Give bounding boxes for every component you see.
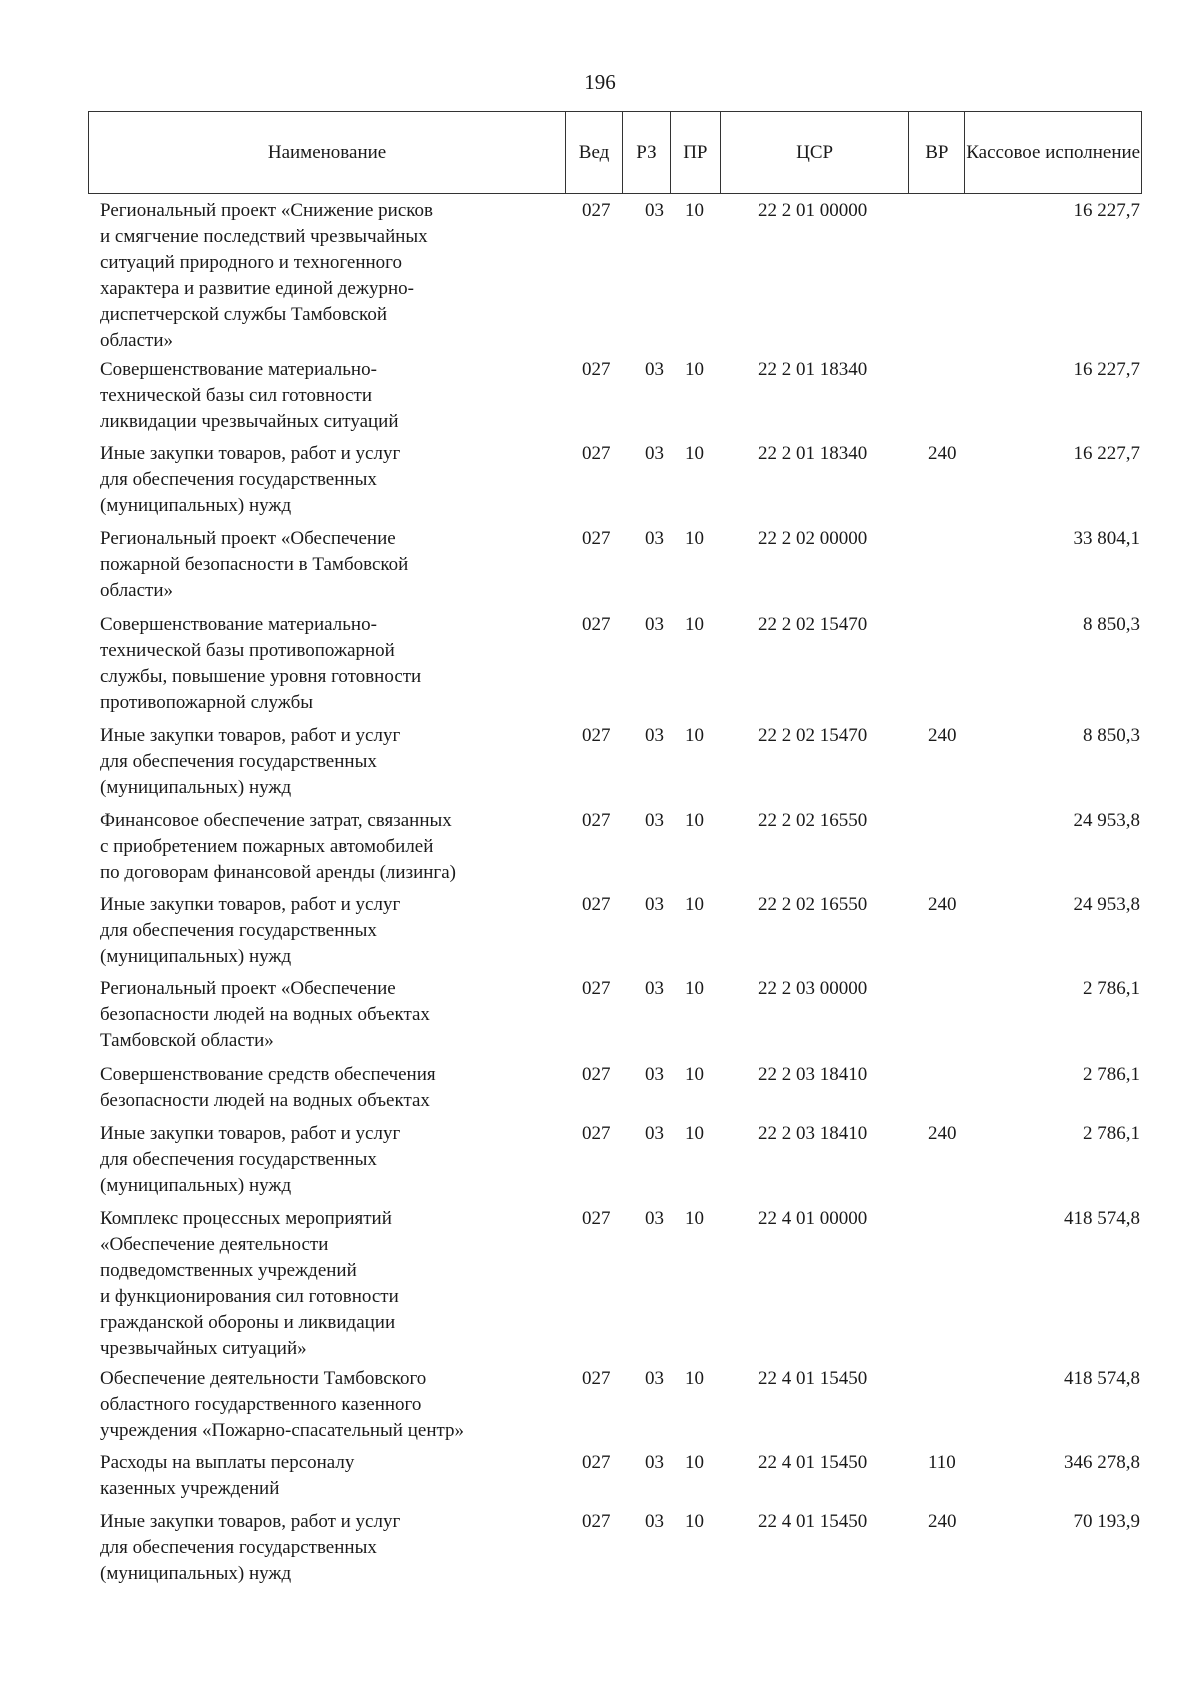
row-pr: 10 [685,359,704,380]
row-name: Комплекс процессных мероприятий «Обеспечение деятельности подведомственных учреждений и функционирования сил готовности гражданской обороны и ликвидации чрезвычайных ситуаций» [100,1208,399,1359]
row-name: Финансовое обеспечение затрат, связанных с приобретением пожарных автомобилей по договорам финансовой аренды (лизинга) [100,810,456,883]
row-pr: 10 [685,1511,704,1532]
row-pr: 10 [685,1368,704,1389]
row-ved: 027 [582,443,611,464]
page-number: 196 [584,70,616,94]
header-vr: ВР [909,112,965,193]
row-sum: 8 850,3 [1083,614,1140,635]
row-rz: 03 [645,894,664,915]
row-name: Региональный проект «Снижение рисков и смягчение последствий чрезвычайных ситуаций природного и техногенного характера и развитие единой дежурно- диспетчерской службы Тамбовской области» [100,200,434,351]
row-csr: 22 2 01 00000 [758,200,868,221]
row-rz: 03 [645,810,664,831]
row-sum: 16 227,7 [1073,359,1140,380]
row-csr: 22 4 01 15450 [758,1368,868,1389]
row-sum: 70 193,9 [1073,1511,1140,1532]
row-name: Иные закупки товаров, работ и услуг для обеспечения государственных (муниципальных) нужд [100,894,401,967]
row-name: Иные закупки товаров, работ и услуг для обеспечения государственных (муниципальных) нужд [100,1123,401,1196]
row-name: Иные закупки товаров, работ и услуг для обеспечения государственных (муниципальных) нужд [100,1511,401,1584]
row-sum: 2 786,1 [1083,978,1140,999]
row-csr: 22 4 01 15450 [758,1452,868,1473]
row-sum: 16 227,7 [1073,200,1140,221]
row-rz: 03 [645,1452,664,1473]
row-rz: 03 [645,1511,664,1532]
row-csr: 22 2 03 18410 [758,1123,868,1144]
row-vr: 240 [928,1123,957,1144]
row-ved: 027 [582,978,611,999]
row-ved: 027 [582,1064,611,1085]
row-ved: 027 [582,614,611,635]
row-rz: 03 [645,200,664,221]
row-rz: 03 [645,1368,664,1389]
row-csr: 22 2 02 16550 [758,894,868,915]
row-vr: 240 [928,725,957,746]
row-pr: 10 [685,443,704,464]
row-csr: 22 2 01 18340 [758,359,868,380]
row-name: Региональный проект «Обеспечение безопасности людей на водных объектах Тамбовской области» [100,978,430,1051]
row-pr: 10 [685,725,704,746]
row-pr: 10 [685,614,704,635]
row-csr: 22 4 01 00000 [758,1208,868,1229]
row-pr: 10 [685,810,704,831]
row-name: Обеспечение деятельности Тамбовского областного государственного казенного учреждения «Пожарно-спасательный центр» [100,1368,465,1441]
row-rz: 03 [645,359,664,380]
row-sum: 346 278,8 [1064,1452,1140,1473]
row-name: Расходы на выплаты персоналу казенных учреждений [100,1452,355,1499]
row-rz: 03 [645,528,664,549]
row-pr: 10 [685,978,704,999]
row-name: Региональный проект «Обеспечение пожарной безопасности в Тамбовской области» [100,528,409,601]
header-pr: ПР [671,112,721,193]
row-csr: 22 2 01 18340 [758,443,868,464]
row-sum: 16 227,7 [1073,443,1140,464]
row-ved: 027 [582,1452,611,1473]
row-vr: 110 [928,1452,956,1473]
row-sum: 33 804,1 [1073,528,1140,549]
row-name: Совершенствование средств обеспечения безопасности людей на водных объектах [100,1064,436,1111]
header-sum: Кассовое исполнение [966,141,1141,163]
row-csr: 22 2 03 18410 [758,1064,868,1085]
row-ved: 027 [582,1368,611,1389]
row-vr: 240 [928,894,957,915]
row-ved: 027 [582,810,611,831]
row-rz: 03 [645,1208,664,1229]
row-pr: 10 [685,1452,704,1473]
row-sum: 418 574,8 [1064,1368,1140,1389]
row-ved: 027 [582,894,611,915]
row-name: Совершенствование материально- технической базы сил готовности ликвидации чрезвычайных ситуаций [100,359,399,432]
row-ved: 027 [582,1511,611,1532]
row-rz: 03 [645,614,664,635]
row-sum: 24 953,8 [1073,894,1140,915]
row-csr: 22 4 01 15450 [758,1511,868,1532]
row-rz: 03 [645,978,664,999]
row-sum: 24 953,8 [1073,810,1140,831]
row-ved: 027 [582,1123,611,1144]
row-rz: 03 [645,1123,664,1144]
header-csr: ЦСР [721,112,910,193]
row-vr: 240 [928,1511,957,1532]
row-csr: 22 2 02 00000 [758,528,868,549]
row-csr: 22 2 02 16550 [758,810,868,831]
row-name: Иные закупки товаров, работ и услуг для обеспечения государственных (муниципальных) нужд [100,443,401,516]
row-rz: 03 [645,725,664,746]
row-pr: 10 [685,528,704,549]
row-ved: 027 [582,359,611,380]
row-ved: 027 [582,725,611,746]
row-name: Совершенствование материально- технической базы противопожарной службы, повышение уровня готовности противопожарной службы [100,614,422,713]
row-pr: 10 [685,1123,704,1144]
header-name: Наименование [89,112,566,193]
row-ved: 027 [582,1208,611,1229]
row-sum: 2 786,1 [1083,1064,1140,1085]
row-name: Иные закупки товаров, работ и услуг для обеспечения государственных (муниципальных) нужд [100,725,401,798]
row-pr: 10 [685,1208,704,1229]
row-pr: 10 [685,894,704,915]
row-csr: 22 2 03 00000 [758,978,868,999]
row-csr: 22 2 02 15470 [758,725,868,746]
row-pr: 10 [685,200,704,221]
row-pr: 10 [685,1064,704,1085]
row-sum: 418 574,8 [1064,1208,1140,1229]
row-sum: 8 850,3 [1083,725,1140,746]
row-csr: 22 2 02 15470 [758,614,868,635]
row-rz: 03 [645,443,664,464]
row-sum: 2 786,1 [1083,1123,1140,1144]
row-rz: 03 [645,1064,664,1085]
row-ved: 027 [582,200,611,221]
header-rz: РЗ [623,112,671,193]
row-vr: 240 [928,443,957,464]
row-ved: 027 [582,528,611,549]
header-ved: Вед [566,112,623,193]
